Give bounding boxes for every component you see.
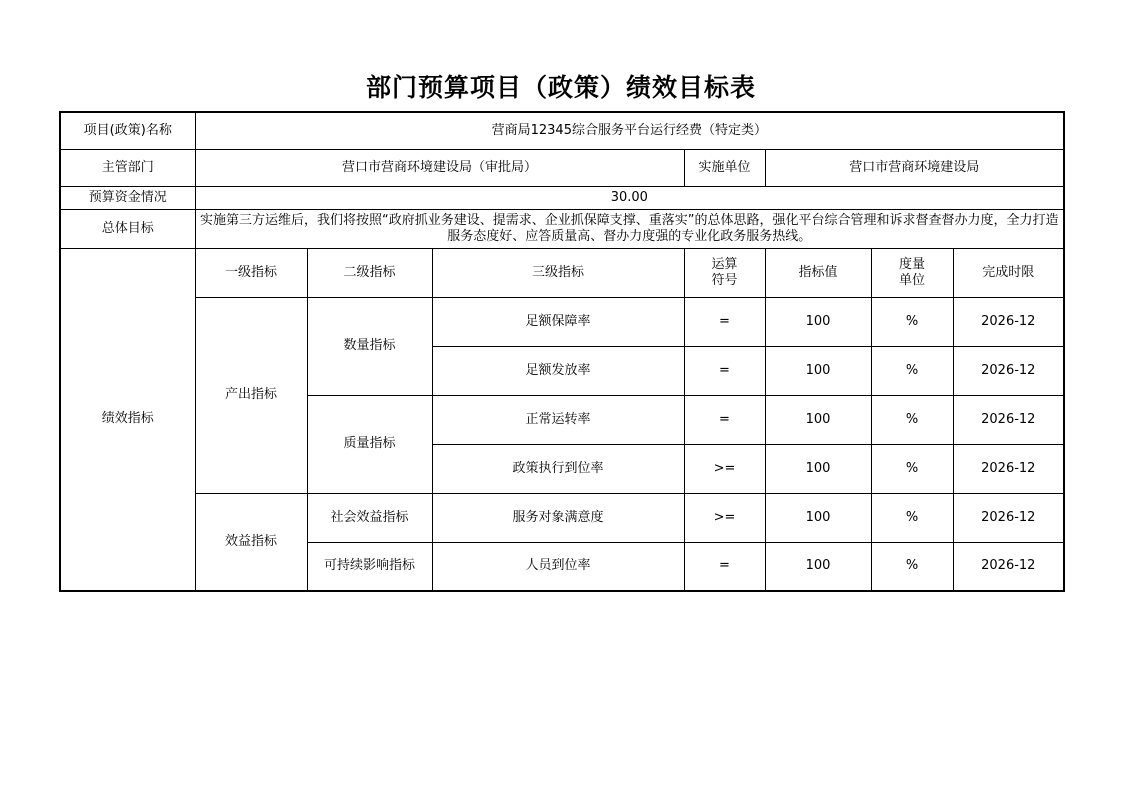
level1-benefit: 效益指标 [195,493,307,591]
header-operator-text: 运算符号 [711,256,738,288]
performance-target-table [59,111,1065,592]
department-row [60,149,1064,186]
value-cell: 100 [765,297,871,346]
header-value: 指标值 [765,248,871,297]
operator-cell: >= [684,444,765,493]
header-operator [684,248,765,297]
unit-cell: % [871,395,953,444]
implementing-unit-label: 实施单位 [684,149,765,186]
page-title: 部门预算项目（政策）绩效目标表 [365,73,756,102]
header-level2: 二级指标 [307,248,432,297]
level3-cell: 正常运转率 [432,395,684,444]
department-label: 主管部门 [60,149,195,186]
overall-goal-label: 总体目标 [60,209,195,248]
overall-goal-row [60,209,1064,248]
header-level1: 一级指标 [195,248,307,297]
operator-cell: = [684,395,765,444]
deadline-cell: 2026-12 [953,444,1064,493]
level2-quantity: 数量指标 [307,297,432,395]
unit-cell: % [871,493,953,542]
level2-sustainable-impact: 可持续影响指标 [307,542,432,591]
budget-label: 预算资金情况 [60,186,195,209]
deadline-cell: 2026-12 [953,493,1064,542]
level3-cell: 足额保障率 [432,297,684,346]
value-cell: 100 [765,395,871,444]
header-unit-text: 度量单位 [898,256,925,288]
project-name-value: 营商局12345综合服务平台运行经费（特定类） [195,112,1064,149]
deadline-cell: 2026-12 [953,297,1064,346]
deadline-cell: 2026-12 [953,542,1064,591]
level2-quality: 质量指标 [307,395,432,493]
level2-social-benefit: 社会效益指标 [307,493,432,542]
level3-cell: 人员到位率 [432,542,684,591]
value-cell: 100 [765,444,871,493]
overall-goal-value: 实施第三方运维后，我们将按照“政府抓业务建设、提需求、企业抓保障支撑、重落实”的总体思路，强化平台综合管理和诉求督查督办力度，全力打造服务态度好、应答质量高、督办力度强的专业化政务服务热线。 [195,209,1064,248]
operator-cell: = [684,346,765,395]
indicator-row [60,493,1064,542]
operator-cell: = [684,542,765,591]
indicator-row [60,297,1064,346]
value-cell: 100 [765,346,871,395]
level3-cell: 足额发放率 [432,346,684,395]
unit-cell: % [871,542,953,591]
value-cell: 100 [765,493,871,542]
indicators-section-label: 绩效指标 [60,248,195,591]
operator-cell: = [684,297,765,346]
unit-cell: % [871,297,953,346]
level3-cell: 政策执行到位率 [432,444,684,493]
project-name-label: 项目(政策)名称 [60,112,195,149]
level1-output: 产出指标 [195,297,307,493]
implementing-unit-value: 营口市营商环境建设局 [765,149,1064,186]
department-value: 营口市营商环境建设局（审批局） [195,149,684,186]
value-cell: 100 [765,542,871,591]
operator-cell: >= [684,493,765,542]
project-name-row [60,112,1064,149]
unit-cell: % [871,346,953,395]
budget-value: 30.00 [195,186,1064,209]
header-unit [871,248,953,297]
header-deadline: 完成时限 [953,248,1064,297]
deadline-cell: 2026-12 [953,346,1064,395]
level3-cell: 服务对象满意度 [432,493,684,542]
header-level3: 三级指标 [432,248,684,297]
budget-row [60,186,1064,209]
deadline-cell: 2026-12 [953,395,1064,444]
indicator-header-row [60,248,1064,297]
unit-cell: % [871,444,953,493]
